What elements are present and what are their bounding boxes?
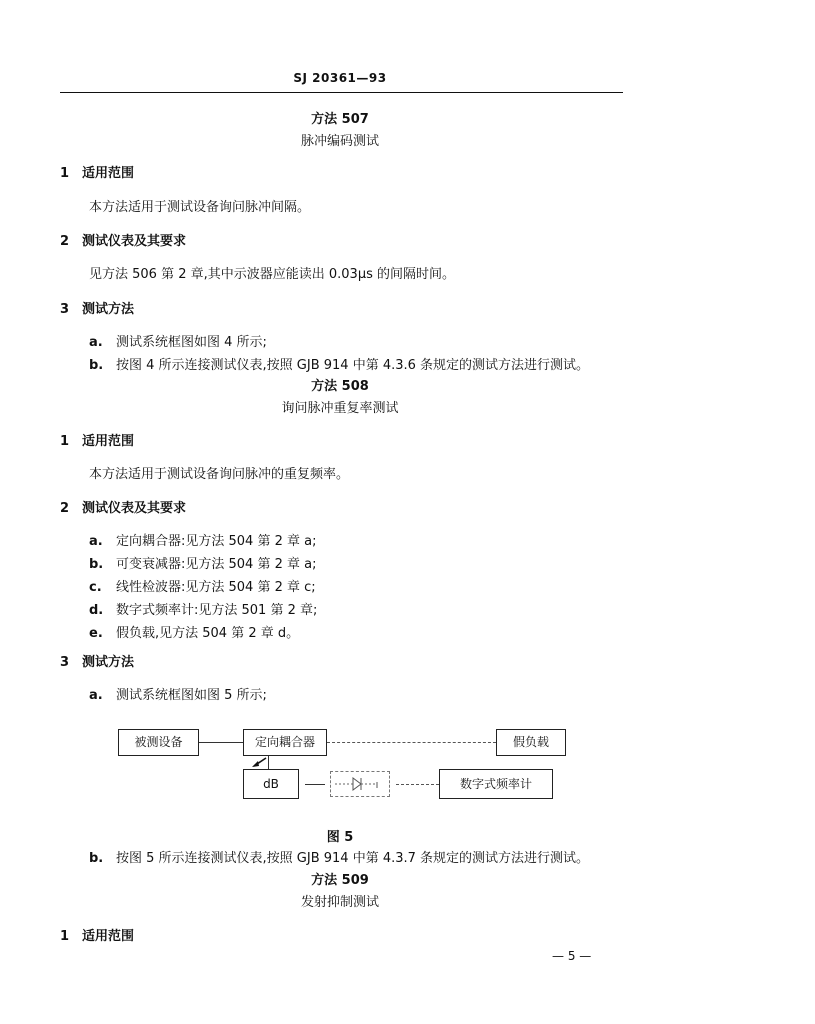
item-text: 定向耦合器:见方法 504 第 2 章 a;	[116, 534, 317, 549]
page-number: — 5 —	[552, 949, 592, 963]
counter-box: 数字式频率计	[439, 769, 553, 799]
section-number: 1	[60, 166, 70, 181]
load-box: 假负载	[496, 729, 566, 756]
section-number: 3	[60, 302, 70, 317]
item-label: a.	[89, 534, 103, 549]
detector-box	[330, 771, 390, 797]
m508-item-c	[89, 576, 316, 595]
item-label: a.	[89, 335, 103, 350]
item-label: b.	[89, 358, 104, 373]
method-509-title: 方法 509	[311, 873, 369, 888]
m508-section-2-heading	[60, 497, 186, 516]
section-number: 2	[60, 234, 70, 249]
m507-item-b	[89, 354, 589, 373]
section-title: 测试仪表及其要求	[82, 234, 187, 249]
item-label: a.	[89, 688, 103, 703]
m508-method-item-b	[89, 847, 589, 866]
section-title: 测试方法	[82, 302, 135, 317]
m508-item-a	[89, 530, 316, 549]
item-label: e.	[89, 626, 103, 641]
item-label: d.	[89, 603, 104, 618]
m508-item-d	[89, 599, 317, 618]
m509-section-1-heading	[60, 925, 134, 944]
section-title: 适用范围	[82, 166, 135, 181]
m507-section-2-text: 见方法 506 第 2 章,其中示波器应能读出 0.03μs 的间隔时间。	[89, 267, 455, 282]
attenuator-box: dB	[243, 769, 299, 799]
dut-box: 被测设备	[118, 729, 199, 756]
m508-section-3-heading	[60, 651, 134, 670]
detector-to-counter-line	[396, 784, 439, 785]
dut-to-coupler-line	[199, 742, 243, 743]
method-507-subtitle: 脉冲编码测试	[300, 134, 379, 149]
coupler-box: 定向耦合器	[243, 729, 327, 756]
method-507-title: 方法 507	[311, 112, 369, 127]
item-text: 测试系统框图如图 5 所示;	[116, 688, 267, 703]
item-label: c.	[89, 580, 102, 595]
section-title: 适用范围	[82, 434, 135, 449]
m507-section-2-heading	[60, 230, 186, 249]
diode-icon	[331, 772, 389, 796]
item-text: 按图 5 所示连接测试仪表,按照 GJB 914 中第 4.3.7 条规定的测试方法进行测试。	[116, 851, 590, 866]
item-text: 测试系统框图如图 4 所示;	[116, 335, 267, 350]
header-rule	[60, 92, 623, 93]
section-title: 测试方法	[82, 655, 135, 670]
m508-item-e	[89, 622, 299, 641]
m507-section-1-text: 本方法适用于测试设备询问脉冲间隔。	[89, 200, 311, 215]
document-code: SJ 20361—93	[293, 71, 387, 85]
method-508-subtitle: 询问脉冲重复率测试	[281, 401, 399, 416]
item-label: b.	[89, 557, 104, 572]
method-509-subtitle: 发射抑制测试	[300, 895, 379, 910]
item-text: 数字式频率计:见方法 501 第 2 章;	[116, 603, 318, 618]
section-number: 1	[60, 929, 70, 944]
m507-section-3-heading	[60, 298, 134, 317]
attenuator-to-detector-line	[305, 784, 325, 785]
section-number: 1	[60, 434, 70, 449]
m508-section-1-heading	[60, 430, 134, 449]
figure-5-caption: 图 5	[326, 830, 354, 845]
m508-item-b	[89, 553, 316, 572]
section-number: 2	[60, 501, 70, 516]
item-text: 线性检波器:见方法 504 第 2 章 c;	[116, 580, 316, 595]
item-text: 可变衰减器:见方法 504 第 2 章 a;	[116, 557, 317, 572]
m508-method-item-a	[89, 684, 267, 703]
item-text: 假负载,见方法 504 第 2 章 d。	[116, 626, 300, 641]
m507-section-1-heading	[60, 162, 134, 181]
item-label: b.	[89, 851, 104, 866]
section-title: 测试仪表及其要求	[82, 501, 187, 516]
m508-section-1-text: 本方法适用于测试设备询问脉冲的重复频率。	[89, 467, 350, 482]
coupler-to-load-line	[327, 742, 496, 743]
section-title: 适用范围	[82, 929, 135, 944]
item-text: 按图 4 所示连接测试仪表,按照 GJB 914 中第 4.3.6 条规定的测试方法进行测试。	[116, 358, 590, 373]
m507-item-a	[89, 331, 267, 350]
method-508-title: 方法 508	[311, 379, 369, 394]
arrow-icon	[250, 755, 270, 769]
section-number: 3	[60, 655, 70, 670]
